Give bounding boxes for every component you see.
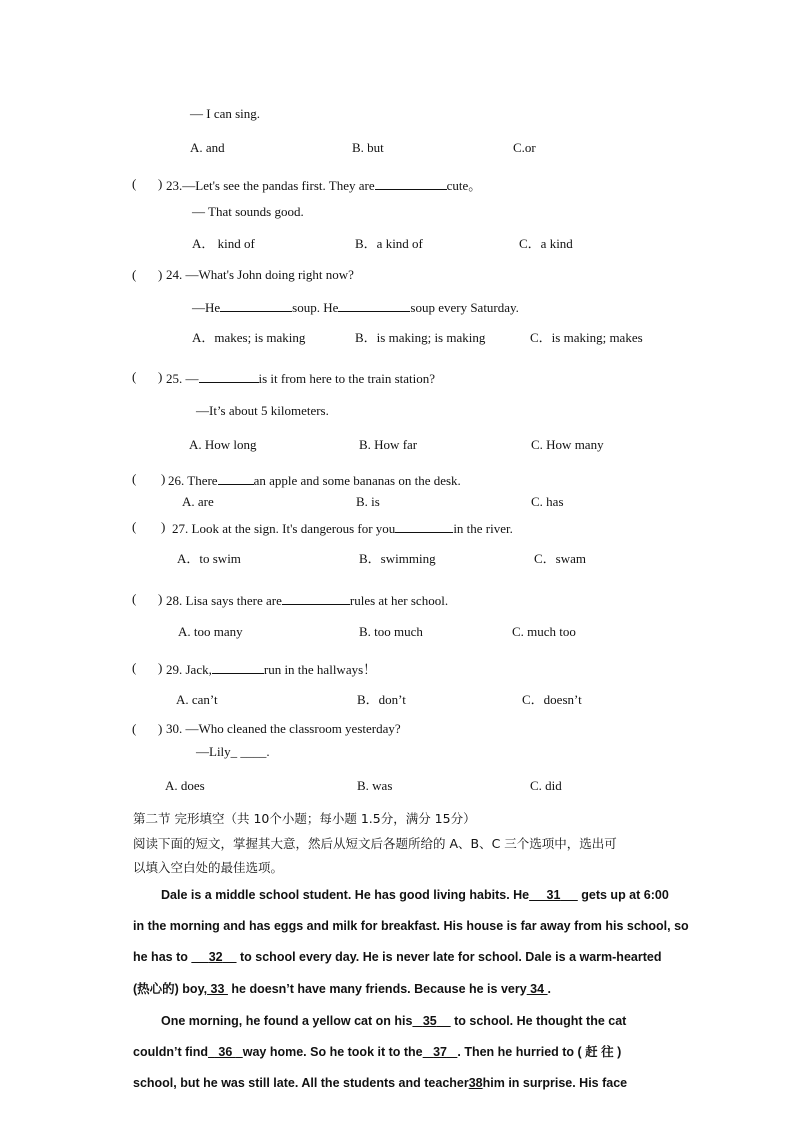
blank-36-number: 36 bbox=[214, 1045, 236, 1059]
q25-paren-close: ) bbox=[158, 369, 163, 384]
section2-instruction-2: 以填入空白处的最佳选项。 bbox=[133, 860, 284, 875]
q28-option-a: A. too many bbox=[178, 624, 243, 639]
q24-reply-c: soup every Saturday. bbox=[410, 300, 519, 315]
q30-reply: —Lily_ ____. bbox=[196, 744, 270, 759]
q26-option-c: C. has bbox=[531, 494, 564, 509]
q29-tail: run in the hallways！ bbox=[263, 662, 377, 677]
passage-text: to school. He thought the cat bbox=[450, 1014, 627, 1028]
q26-paren-open: ( bbox=[132, 471, 137, 486]
q26-option-a: A. are bbox=[182, 494, 214, 509]
passage-line-5 bbox=[161, 1013, 626, 1029]
q29-option-b: B．don’t bbox=[357, 692, 406, 707]
q25-paren-open: ( bbox=[132, 369, 137, 384]
q22-option-b: B. but bbox=[352, 140, 384, 155]
q22-option-a: A. and bbox=[190, 140, 225, 155]
q24-paren-open: ( bbox=[132, 267, 137, 282]
q28-stem: 28. Lisa says there are bbox=[166, 593, 282, 608]
passage-text: . bbox=[547, 982, 552, 996]
q28-tail: rules at her school. bbox=[349, 593, 449, 608]
q29-option-a: A. can’t bbox=[176, 692, 218, 707]
q24-option-b: B．is making; is making bbox=[355, 330, 486, 345]
q23-stem: 23.—Let's see the pandas first. They are bbox=[166, 178, 375, 193]
q27-paren-close: ) bbox=[161, 519, 166, 534]
blank-35 bbox=[412, 1014, 450, 1028]
q29-option-c: C．doesn’t bbox=[522, 692, 582, 707]
blank-36 bbox=[208, 1045, 243, 1059]
q22-answer: — I can sing. bbox=[190, 106, 261, 121]
passage-line-7 bbox=[133, 1075, 627, 1091]
q28-option-b: B. too much bbox=[359, 624, 423, 639]
passage-text: couldn’t find bbox=[133, 1045, 208, 1059]
section2-heading: 第二节 完形填空（共 10个小题；每小题 1.5分，满分 15分） bbox=[133, 811, 476, 826]
passage-text: he doesn’t have many friends. Because he is very bbox=[227, 982, 527, 996]
blank-31 bbox=[529, 888, 578, 902]
passage-text: school, but he was still late. All the students and teacher bbox=[133, 1076, 469, 1090]
q29-stem: 29. Jack, bbox=[166, 662, 212, 677]
blank-33: 33 bbox=[207, 982, 228, 996]
q26-blank bbox=[218, 471, 254, 485]
q25-question bbox=[166, 369, 435, 387]
blank-34: 34 bbox=[526, 982, 548, 996]
blank-37 bbox=[423, 1045, 458, 1059]
q24-blank-1 bbox=[220, 298, 292, 312]
q24-option-c: C．is making; makes bbox=[530, 330, 643, 345]
q25-option-a: A. How long bbox=[189, 437, 257, 452]
q28-option-c: C. much too bbox=[512, 624, 576, 639]
blank-32-number: 32 bbox=[208, 950, 223, 964]
q25-option-c: C. How many bbox=[531, 437, 604, 452]
q25-blank bbox=[199, 369, 259, 383]
q26-paren-close: ) bbox=[161, 471, 166, 486]
q23-reply: — That sounds good. bbox=[192, 204, 304, 219]
blank-35-number: 35 bbox=[422, 1014, 437, 1028]
q23-question bbox=[166, 176, 481, 194]
blank-32 bbox=[191, 950, 236, 964]
q29-question bbox=[166, 660, 376, 678]
passage-text: One morning, he found a yellow cat on his bbox=[161, 1014, 413, 1028]
q30-paren-close: ) bbox=[158, 721, 163, 736]
section2-instruction-1: 阅读下面的短文，掌握其大意，然后从短文后各题所给的 A、B、C 三个选项中，选出可 bbox=[133, 836, 617, 851]
q28-paren-open: ( bbox=[132, 591, 137, 606]
passage-text: . Then he hurried to ( 赶 往 ) bbox=[457, 1045, 622, 1059]
passage-line-1 bbox=[161, 887, 669, 903]
q27-tail: in the river. bbox=[453, 521, 513, 536]
passage-line-6 bbox=[133, 1044, 621, 1060]
q26-stem: 26. There bbox=[168, 473, 218, 488]
passage-text: he has to bbox=[133, 950, 192, 964]
q25-reply: —It’s about 5 kilometers. bbox=[196, 403, 329, 418]
q24-blank-2 bbox=[338, 298, 410, 312]
blank-37-number: 37 bbox=[433, 1045, 447, 1059]
q22-option-c: C.or bbox=[513, 140, 536, 155]
q24-reply-b: soup. He bbox=[292, 300, 339, 315]
q23-option-c: C．a kind bbox=[519, 236, 573, 251]
blank-31-number: 31 bbox=[546, 888, 561, 902]
passage-text: way home. So he took it to the bbox=[242, 1045, 423, 1059]
q27-option-c: C．swam bbox=[534, 551, 587, 566]
passage-text: to school every day. He is never late for school. Dale is a warm-hearted bbox=[236, 950, 662, 964]
q26-tail: an apple and some bananas on the desk. bbox=[253, 473, 461, 488]
passage-line-4 bbox=[133, 981, 551, 997]
q24-reply bbox=[192, 298, 519, 316]
q26-option-b: B. is bbox=[356, 494, 380, 509]
q30-option-a: A. does bbox=[165, 778, 205, 793]
q27-option-a: A．to swim bbox=[177, 551, 241, 566]
q27-option-b: B．swimming bbox=[359, 551, 436, 566]
q27-stem: 27. Look at the sign. It's dangerous for you bbox=[172, 521, 396, 536]
blank-38: 38 bbox=[468, 1076, 483, 1090]
q23-option-a: A． kind of bbox=[192, 236, 255, 251]
q29-blank bbox=[212, 660, 264, 674]
q30-option-c: C. did bbox=[530, 778, 562, 793]
q30-question: 30. —Who cleaned the classroom yesterday? bbox=[166, 721, 401, 736]
q25-option-b: B. How far bbox=[359, 437, 418, 452]
q23-paren-open: ( bbox=[132, 176, 137, 191]
q23-paren-close: ) bbox=[158, 176, 163, 191]
q23-option-b: B．a kind of bbox=[355, 236, 423, 251]
q23-blank bbox=[375, 176, 447, 190]
q24-option-a: A．makes; is making bbox=[192, 330, 306, 345]
q26-question bbox=[168, 471, 461, 489]
passage-text: (热心的) boy, bbox=[133, 982, 208, 996]
q23-tail: cute。 bbox=[446, 178, 482, 193]
q24-question: 24. —What's John doing right now? bbox=[166, 267, 354, 282]
passage-line-3 bbox=[133, 949, 661, 965]
passage-text: gets up at 6:00 bbox=[577, 888, 669, 902]
q24-reply-a: —He bbox=[192, 300, 221, 315]
q28-blank bbox=[282, 591, 350, 605]
q29-paren-open: ( bbox=[132, 660, 137, 675]
q27-question bbox=[172, 519, 513, 537]
passage-text: him in surprise. His face bbox=[482, 1076, 628, 1090]
q27-blank bbox=[395, 519, 453, 533]
passage-text: Dale is a middle school student. He has good living habits. He bbox=[161, 888, 530, 902]
q30-paren-open: ( bbox=[132, 721, 137, 736]
q27-paren-open: ( bbox=[132, 519, 137, 534]
q29-paren-close: ) bbox=[158, 660, 163, 675]
passage-line-2: in the morning and has eggs and milk for breakfast. His house is far away from his school, so bbox=[133, 919, 689, 933]
q24-paren-close: ) bbox=[158, 267, 163, 282]
q25-stem: 25. — bbox=[166, 371, 199, 386]
q30-option-b: B. was bbox=[357, 778, 393, 793]
q28-question bbox=[166, 591, 448, 609]
q28-paren-close: ) bbox=[158, 591, 163, 606]
q25-tail: is it from here to the train station? bbox=[258, 371, 436, 386]
